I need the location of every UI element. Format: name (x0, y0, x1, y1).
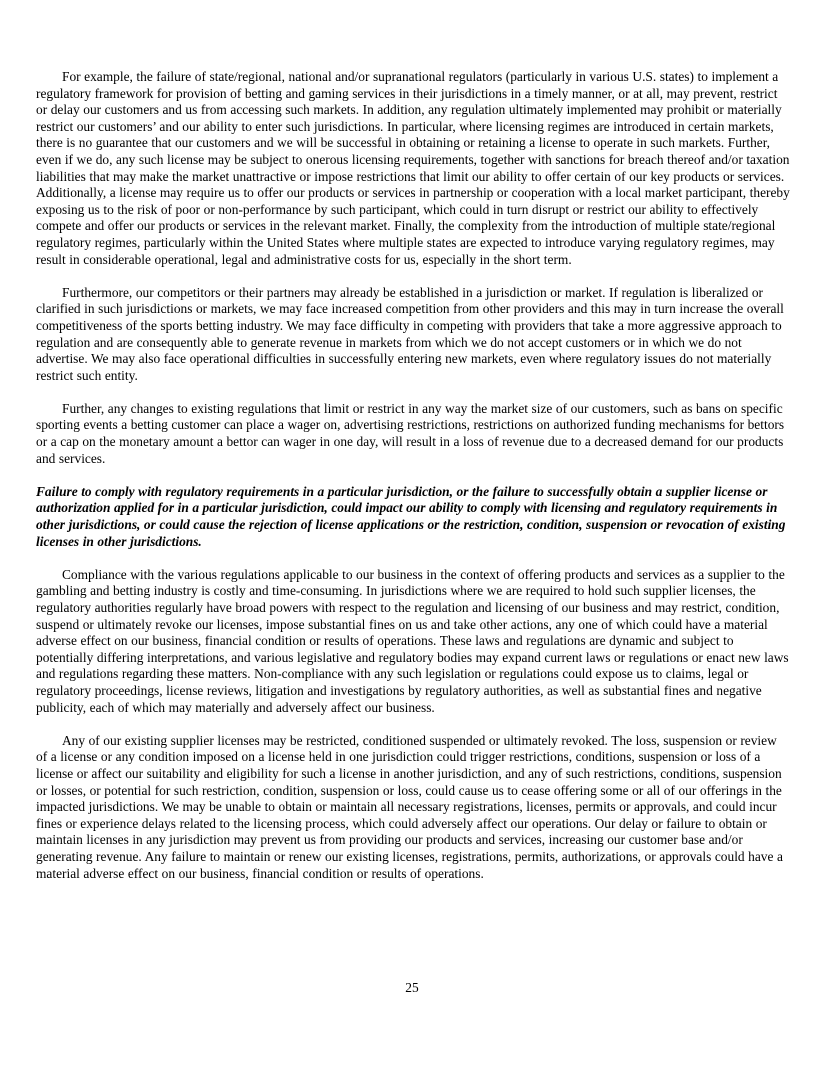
page-number: 25 (405, 980, 419, 995)
paragraph-compliance: Compliance with the various regulations applicable to our business in the context of offering products and services as a supplier to the gambling and betting industry is costly and time-consuming. In jurisdictions where we are required to hold such supplier licenses, the regulatory authorities regularly have broad powers with respect to the regulation and licensing of our business and may restrict, condition, suspend or ultimately revoke our licenses, impose substantial fines on us and take other actions, any one of which could have a material adverse effect on our business, financial condition or results of operations. These laws and regulations are dynamic and subject to potentially differing interpretations, and various legislative and regulatory bodies may expand current laws or regulations or enact new laws and regulations regarding these matters. Non-compliance with any such legislation or regulations could expose us to claims, legal or regulatory proceedings, license reviews, litigation and investigations by regulatory authorities, as well as substantial fines and negative publicity, each of which may materially and adversely affect our business. (36, 566, 789, 715)
page-body-text (36, 69, 791, 882)
paragraph-regulation-changes: Further, any changes to existing regulations that limit or restrict in any way the market size of our customers, such as bans on specific sporting events a betting customer can place a wager on, advertising restrictions, restrictions on authorized funding mechanisms for bettors or a cap on the monetary amount a bettor can wager in one day, will result in a loss of revenue due to a decreased demand for our products and services. (36, 400, 785, 466)
paragraph-competitors: Furthermore, our competitors or their partners may already be established in a jurisdiction or market. If regulation is liberalized or clarified in such jurisdictions or markets, we may face increased competition from other providers and this may in turn increase the overall competitiveness of the sports betting industry. We may face difficulty in competing with providers that take a more aggressive approach to regulation and are consequently able to generate revenue in markets from which we do not accept customers or in which we do not advertise. We may also face operational difficulties in successfully entering new markets, even where regulatory issues do not materially restrict such entity. (36, 284, 784, 383)
paragraph-regulatory-framework: For example, the failure of state/regional, national and/or supranational regulators (particularly in various U.S. states) to implement a regulatory framework for provision of betting and gaming services in their jurisdictions in a timely manner, or at all, may prevent, restrict or delay our customers and us from accessing such markets. In addition, any regulation ultimately implemented may prohibit or materially restrict our customers’ and our ability to enter such jurisdictions. In particular, where licensing regimes are introduced in certain markets, there is no guarantee that our customers and we will be successful in obtaining or retaining a license to operate in such markets. Further, even if we do, any such license may be subject to onerous licensing requirements, together with sanctions for breach thereof and/or taxation liabilities that may make the market unattractive or impose restrictions that limit our ability to offer certain of our key products or services. Additionally, a license may require us to offer our products or services in partnership or cooperation with a local market participant, thereby exposing us to the risk of poor or non-performance by such participant, which could in turn disrupt or restrict our ability to effectively compete and offer our products or services in the relevant market. Finally, the complexity from the introduction of multiple state/regional regulatory regimes, particularly within the United States where multiple states are expected to introduce varying regulatory regimes, may result in considerable operational, legal and administrative costs for us, especially in the short term. (36, 69, 790, 267)
paragraph-supplier-licenses: Any of our existing supplier licenses may be restricted, conditioned suspended or ultimately revoked. The loss, suspension or review of a license or any condition imposed on a license held in one jurisdiction could trigger restrictions, conditions, suspension or loss of a license or affect our suitability and eligibility for such a license in another jurisdiction, and any of such restrictions, conditions, suspension or losses, or potential for such restriction, condition, suspension or loss, could cause us to cease offering some or all of our offerings in the impacted jurisdictions. We may be unable to obtain or maintain all necessary registrations, licenses, permits or approvals, and could incur fines or experience delays related to the licensing process, which could adversely affect our operations. Our delay or failure to obtain or maintain licenses in any jurisdiction may prevent us from providing our products and services, increasing our customer base and/or generating revenue. Any failure to maintain or renew our existing licenses, registrations, permits, authorizations, or approvals could have a material adverse effect on our business, financial condition or results of operations. (36, 732, 783, 881)
risk-factor-heading: Failure to comply with regulatory requirements in a particular jurisdiction, or the failure to successfully obtain a supplier license or authorization applied for in a particular jurisdiction, could impact our ability to comply with licensing and regulatory requirements in other jurisdictions, or could cause the rejection of license applications or the restriction, condition, suspension or revocation of existing licenses in other jurisdictions. (36, 483, 786, 549)
